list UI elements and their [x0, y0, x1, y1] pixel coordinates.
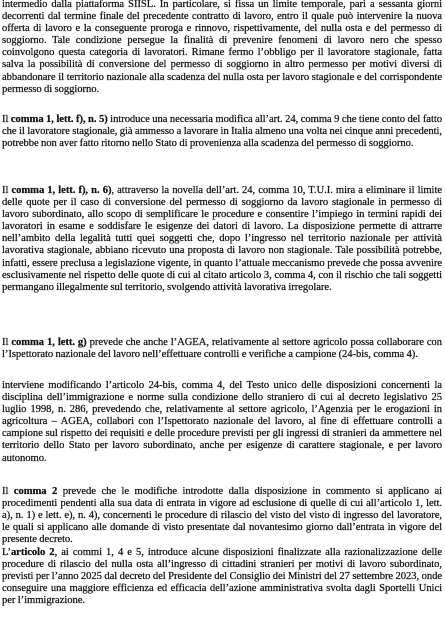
paragraph-text: interviene modificando l’articolo 24-bis, comma 4, del Testo unico delle disposizioni concernenti la disciplina dell’immigrazione e norme sulla condizione dello straniero di cui al decreto legislativo 25 luglio 1998, n. 286, prevedendo che, relativamente al settore agricolo, l’Agenzia per le erogazioni in agricoltura – AGEA, collabori con l’Ispettorato nazionale del lavoro, al fine di effettuare controlli a campione sul rispetto dei requisiti e delle procedure previsti per gli ingressi di stranieri da ammettere nel territorio dello Stato per lavoro subordinato, anche per esigenze di carattere stagionale, e per lavoro autonomo.	[2, 380, 442, 464]
paragraph-text: , attraverso la novella dell’art. 24, comma 10, T.U.I. mira a eliminare il limite delle quote per il caso di conversione del permesso di soggiorno da lavoro stagionale in permesso di lavoro subordinato, allo scopo di semplificare le procedure e consentire l’impiego in termini rapidi dei lavoratori in esame e soddisfare le esigenze dei datori di lavoro. La disposizione permette di attrarre nell’ambito della legalità tutti quei soggetti che, dopo l’ingresso nel territorio nazionale per attività lavorativa stagionale, abbiano ricevuto una proposta di lavoro non stagionale. Tale possibilità potrebbe, infatti, essere preclusa a legislazione vigente, in quanto l’attuale meccanismo prevede che possa avvenire esclusivamente nel rispetto delle quote di cui al citato articolo 3, comma 4, con il rischio che tali soggetti permangano illegalmente sul territorio, svolgendo attività lavorativa irregolare.	[2, 185, 442, 293]
paragraph-pre: Il	[2, 486, 14, 497]
paragraph-pre: Il	[2, 337, 12, 348]
paragraph-lead: comma 1, lett. f), n. 5)	[10, 114, 108, 125]
paragraph-comma-1-f-5	[2, 114, 442, 150]
paragraph-articolo-2	[2, 547, 442, 607]
paragraph-text: introduce una necessaria modifica all’art. 24, comma 9 che tiene conto del fatto che il lavoratore stagionale, già ammesso a lavorare in Italia almeno una volta nei cinque anni precedenti, potrebbe non aver fatto ritorno nello Stato di provenienza alla scadenza del permesso di soggiorno.	[2, 114, 442, 150]
paragraph-lead: comma 2	[13, 486, 58, 497]
paragraph-pre: Il	[2, 114, 11, 125]
paragraph-pre: L’	[2, 547, 11, 558]
paragraph-text: prevede che anche l’AGEA, relativamente al settore agricolo possa collaborare con l’Ispettorato nazionale del lavoro nell’effettuare controlli e verifiche a campione (24-bis, comma 4).	[2, 337, 442, 361]
paragraph-lead: comma 1, lett. g)	[11, 337, 87, 348]
paragraph-text: , ai commi 1, 4 e 5, introduce alcune disposizioni finalizzate alla razionalizzazione delle procedure di rilascio del nulla osta all’ingresso di cittadini stranieri per motivi di lavoro subordinato, previsti per l’anno 2025 dal decreto del Presidente del Consiglio dei Ministri del 27 settembre 2023, onde conseguire una maggiore efficienza ed efficacia dell’azione amministrativa svolta dagli Sportelli Unici per l’immigrazione.	[2, 547, 442, 607]
paragraph-lead: articolo 2	[10, 547, 55, 558]
paragraph-text: prevede che le modifiche introdotte dalla disposizione in commento si applicano ai procedimenti pendenti alla sua data di entrata in vigore ad esclusione di quelle di cui all’articolo 1, lett. a), n. 1) e lett. e), n. 4), concernenti le procedure di rilascio del visto del visto di ingresso del lavoratore, le quali si applicano alle domande di visto presentate dal novantesimo giorno dall’entrata in vigore del presente decreto.	[2, 486, 442, 546]
paragraph-article-24-bis	[2, 380, 442, 465]
paragraph-siisl-offer	[2, 0, 442, 96]
paragraph-comma-2	[2, 486, 442, 546]
paragraph-lead: comma 1, lett. f), n. 6)	[11, 185, 112, 196]
paragraph-comma-1-g	[2, 337, 442, 361]
paragraph-text: intermedio dalla piattaforma SIISL. In particolare, si fissa un limite temporale, pari a sessanta giorni decorrenti dal termine finale del precedente contratto di lavoro, entro il quale può intervenire la nuova offerta di lavoro e la conseguente proroga e rinnovo, rispettivamente, del nulla osta e del permesso di soggiorno. Tale condizione persegue la finalità di prevenire fenomeni di lavoro nero che spesso coinvolgono questa categoria di lavoratori. Rimane fermo l’obbligo per il lavoratore stagionale, fatta salva la possibilità di conversione del permesso di soggiorno in altro permesso per motivi diversi di abbandonare il territorio nazionale alla scadenza del nulla osta per lavoro stagionale e del corrispondente permesso di soggiorno.	[2, 0, 442, 95]
paragraph-pre: Il	[2, 185, 12, 196]
paragraph-comma-1-f-6	[2, 185, 442, 294]
